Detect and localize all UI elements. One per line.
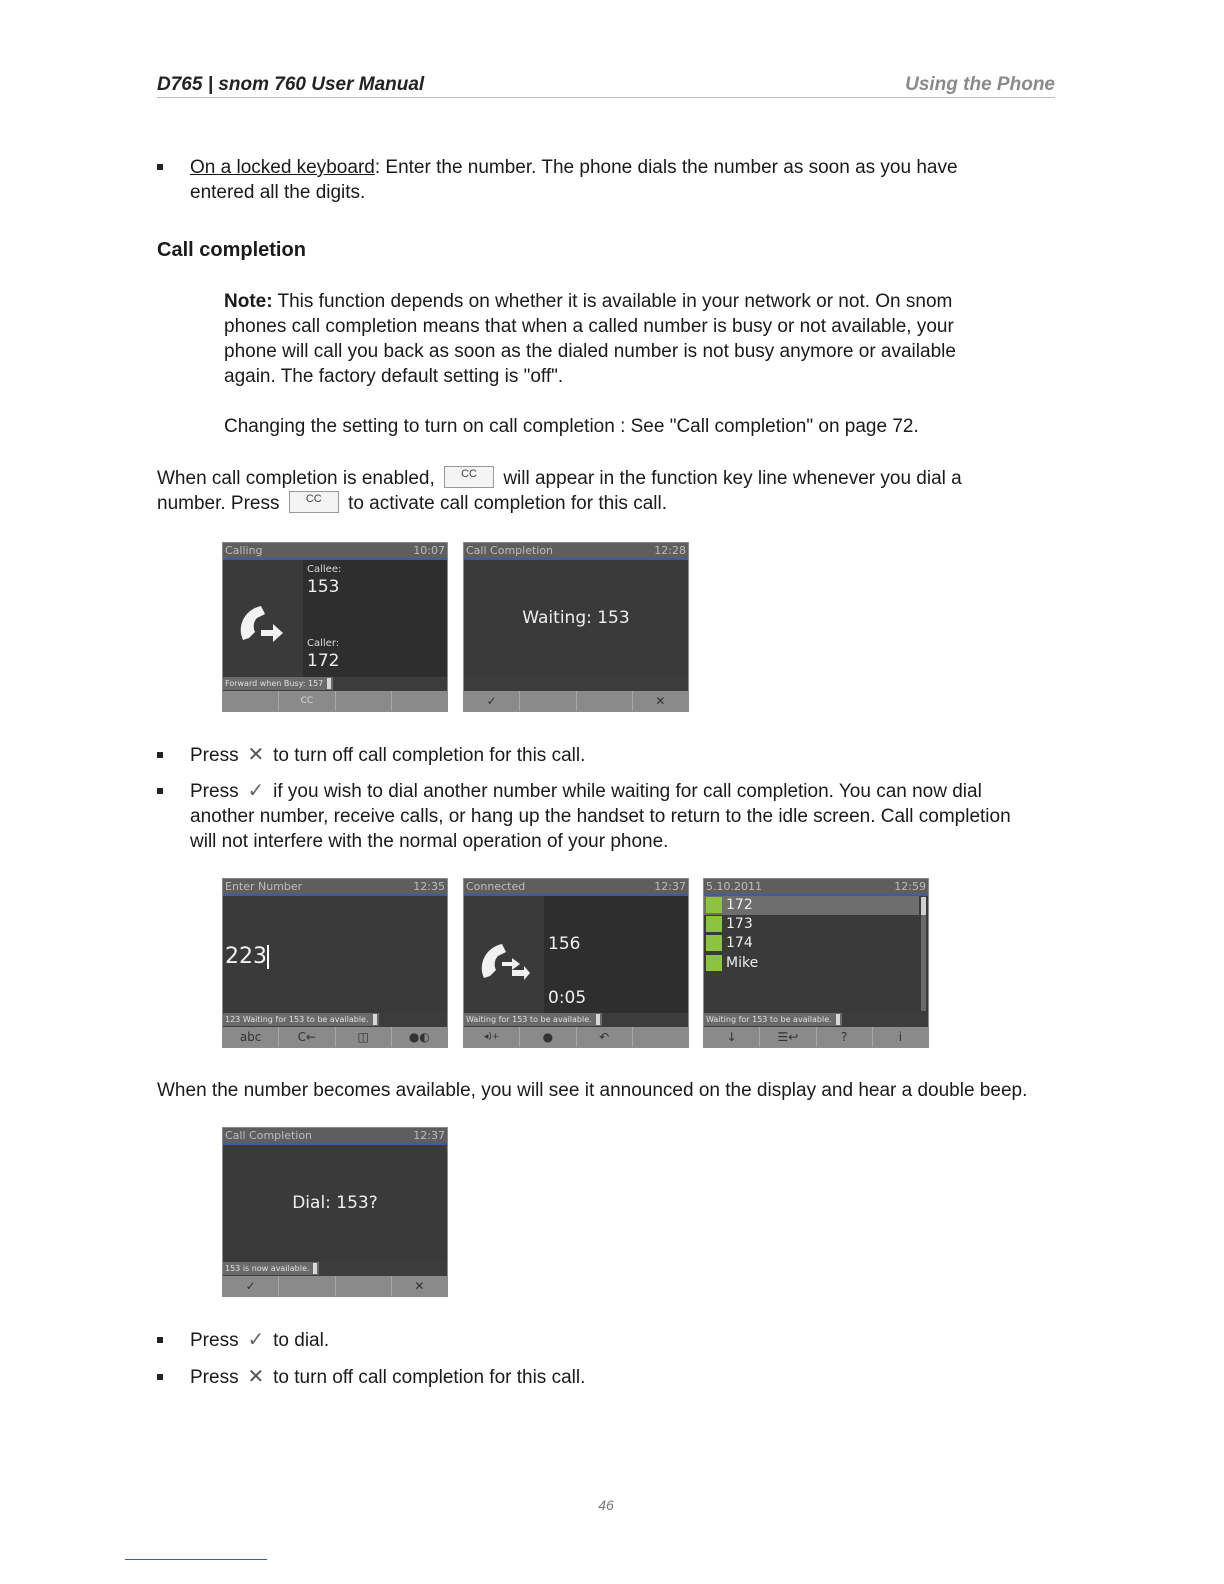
entered-number-text: 223 [225, 944, 267, 969]
function-key-cc[interactable]: CC [279, 691, 335, 711]
call-icon [706, 897, 722, 913]
list-item[interactable]: 173 [704, 915, 919, 934]
screen-body [464, 560, 688, 677]
help-icon[interactable]: ? [817, 1027, 873, 1047]
note-line-4: again. The factory default setting is "off". [224, 366, 564, 387]
list-item[interactable]: Mike [704, 954, 919, 973]
screen-title-bar [223, 879, 447, 896]
bullet-text: to turn off call completion for this call. [273, 745, 586, 766]
bullet-cancel-2 [157, 1365, 1057, 1390]
function-key[interactable] [336, 1276, 392, 1296]
function-keys [464, 691, 688, 711]
page-number: 46 [598, 1497, 614, 1513]
function-keys [223, 691, 447, 711]
note-line-3: phone will call you back as soon as the dialed number is not busy anymore or available [224, 341, 956, 362]
screen-title: Calling [225, 544, 263, 557]
screen-title: Enter Number [225, 880, 303, 893]
check-icon[interactable]: ✓ [223, 1276, 279, 1296]
screen-enter-number [222, 878, 448, 1048]
function-key[interactable] [336, 691, 392, 711]
bullet-dot [157, 788, 163, 794]
function-key[interactable] [392, 691, 447, 711]
record-icon[interactable]: ● [520, 1027, 576, 1047]
scrollbar[interactable] [921, 897, 926, 1011]
screen-time: 12:35 [413, 880, 445, 893]
callee-label: Callee: [307, 564, 342, 575]
locked-keyboard-text: : Enter the number. The phone dials the number as soon as you have [374, 157, 958, 178]
bullet-text-2: another number, receive calls, or hang up the handset to return to the idle screen. Call completion [190, 806, 1011, 827]
enabled-text-2b: to activate call completion for this call. [348, 493, 667, 514]
function-key[interactable] [520, 691, 576, 711]
caller-number: 172 [307, 651, 340, 671]
menu-icon[interactable]: ☰↩ [760, 1027, 816, 1047]
directory-icon[interactable]: ◫ [336, 1027, 392, 1047]
function-key[interactable] [279, 1276, 335, 1296]
transfer-icon[interactable]: ↶ [577, 1027, 633, 1047]
screen-status: Waiting for 153 to be available. [704, 1013, 842, 1026]
screen-time: 12:37 [413, 1129, 445, 1142]
enabled-text-1a: When call completion is enabled, [157, 468, 435, 489]
function-keys [704, 1027, 928, 1047]
enabled-text-2a: number. Press [157, 493, 280, 514]
handset-transfer-icon [478, 940, 530, 984]
screen-status: Waiting for 153 to be available. [464, 1013, 602, 1026]
footer-rule [125, 1559, 267, 1560]
screen-title: Call Completion [466, 544, 554, 557]
volume-icon[interactable]: ◂)+ [464, 1027, 520, 1047]
press-label: Press [190, 1330, 239, 1351]
screen-title: Call Completion [225, 1129, 313, 1142]
section-title: Using the Phone [905, 74, 1055, 95]
check-icon: ✓ [247, 1329, 265, 1351]
function-keys [223, 1027, 447, 1047]
bullet-text: to turn off call completion for this call. [273, 1367, 586, 1388]
enabled-text-1b: will appear in the function key line whenever you dial a [503, 468, 962, 489]
bullet-dot [157, 752, 163, 758]
note-see-reference: Changing the setting to turn on call completion : See "Call completion" on page 72. [224, 416, 919, 437]
call-duration: 0:05 [548, 988, 587, 1008]
note-line-1: This function depends on whether it is available in your network or not. On snom [277, 291, 953, 312]
close-icon: ✕ [247, 1366, 265, 1388]
list-item[interactable]: 174 [704, 934, 919, 953]
screen-title-bar [464, 543, 688, 560]
screen-time: 12:28 [654, 544, 686, 557]
screen-status: Forward when Busy: 157 [223, 677, 333, 690]
screen-body [223, 896, 447, 1013]
locked-keyboard-bullet [157, 155, 1057, 205]
press-label: Press [190, 781, 239, 802]
entered-number [225, 944, 269, 969]
screen-title-bar [464, 879, 688, 896]
screen-body [464, 896, 688, 1013]
close-icon[interactable]: ✕ [414, 1279, 425, 1293]
call-icon [706, 916, 722, 932]
note-line-2: phones call completion means that when a called number is busy or not available, your [224, 316, 954, 337]
screen-status: 123 Waiting for 153 to be available. [223, 1013, 379, 1026]
screen-call-list [703, 878, 929, 1048]
bullet-text-1: if you wish to dial another number while waiting for call completion. You can now dial [273, 781, 982, 802]
clear-key[interactable]: C← [279, 1027, 335, 1047]
manual-title: D765 | snom 760 User Manual [157, 74, 425, 95]
cc-key-icon: CC [289, 491, 339, 513]
screen-title: 5.10.2011 [706, 880, 762, 893]
info-icon[interactable]: i [898, 1030, 903, 1044]
screen-title: Connected [466, 880, 526, 893]
close-icon[interactable]: ✕ [655, 694, 666, 708]
call-icon [706, 955, 722, 971]
bullet-continue [157, 779, 1067, 854]
screen-time: 12:59 [894, 880, 926, 893]
function-key[interactable] [633, 1027, 688, 1047]
arrow-down-icon[interactable]: ↓ [704, 1027, 760, 1047]
note-block [224, 289, 1024, 389]
bullet-dot [157, 1337, 163, 1343]
screen-title-bar [223, 1128, 447, 1145]
caller-label: Caller: [307, 638, 340, 649]
enabled-paragraph [157, 466, 1057, 516]
bullet-text: to dial. [273, 1330, 330, 1351]
cc-key-icon: CC [444, 466, 494, 488]
text-cursor [267, 945, 269, 969]
function-keys [464, 1027, 688, 1047]
check-icon[interactable]: ✓ [464, 691, 520, 711]
screen-status: 153 is now available. [223, 1262, 319, 1275]
locked-keyboard-text-2: entered all the digits. [190, 182, 366, 203]
screen-title-bar [704, 879, 928, 896]
screen-connected [463, 878, 689, 1048]
check-icon: ✓ [247, 780, 265, 802]
bullet-dial [157, 1328, 1057, 1353]
dial-message: Dial: 153? [292, 1193, 378, 1213]
screen-body [223, 1145, 447, 1262]
note-label: Note: [224, 291, 273, 312]
callee-number: 153 [307, 577, 340, 597]
section-heading: Call completion [157, 239, 306, 261]
screen-cc-waiting [463, 542, 689, 712]
screen-calling [222, 542, 448, 712]
available-paragraph: When the number becomes available, you will see it announced on the display and hear a double beep. [157, 1080, 1028, 1101]
toggle-icon[interactable]: ●◐ [408, 1030, 430, 1044]
header-divider [157, 97, 1055, 98]
bullet-text-3: will not interfere with the normal operation of your phone. [190, 831, 669, 852]
locked-keyboard-link: On a locked keyboard [190, 157, 375, 178]
bullet-cancel [157, 743, 1057, 768]
press-label: Press [190, 1367, 239, 1388]
function-keys [223, 1276, 447, 1296]
abc-key[interactable]: abc [223, 1027, 279, 1047]
bullet-dot [157, 1374, 163, 1380]
press-label: Press [190, 745, 239, 766]
bullet-dot [157, 164, 163, 170]
screen-time: 10:07 [413, 544, 445, 557]
call-icon [706, 935, 722, 951]
screen-title-bar [223, 543, 447, 560]
list-item[interactable]: 172 [704, 896, 919, 915]
connected-number: 156 [548, 934, 581, 954]
screen-body [223, 560, 447, 677]
function-key[interactable] [223, 691, 279, 711]
screen-cc-dial [222, 1127, 448, 1297]
function-key[interactable] [577, 691, 633, 711]
close-icon: ✕ [247, 744, 265, 766]
handset-forward-icon [235, 602, 287, 646]
screen-body [704, 896, 928, 1013]
waiting-message: Waiting: 153 [522, 608, 630, 628]
screen-time: 12:37 [654, 880, 686, 893]
